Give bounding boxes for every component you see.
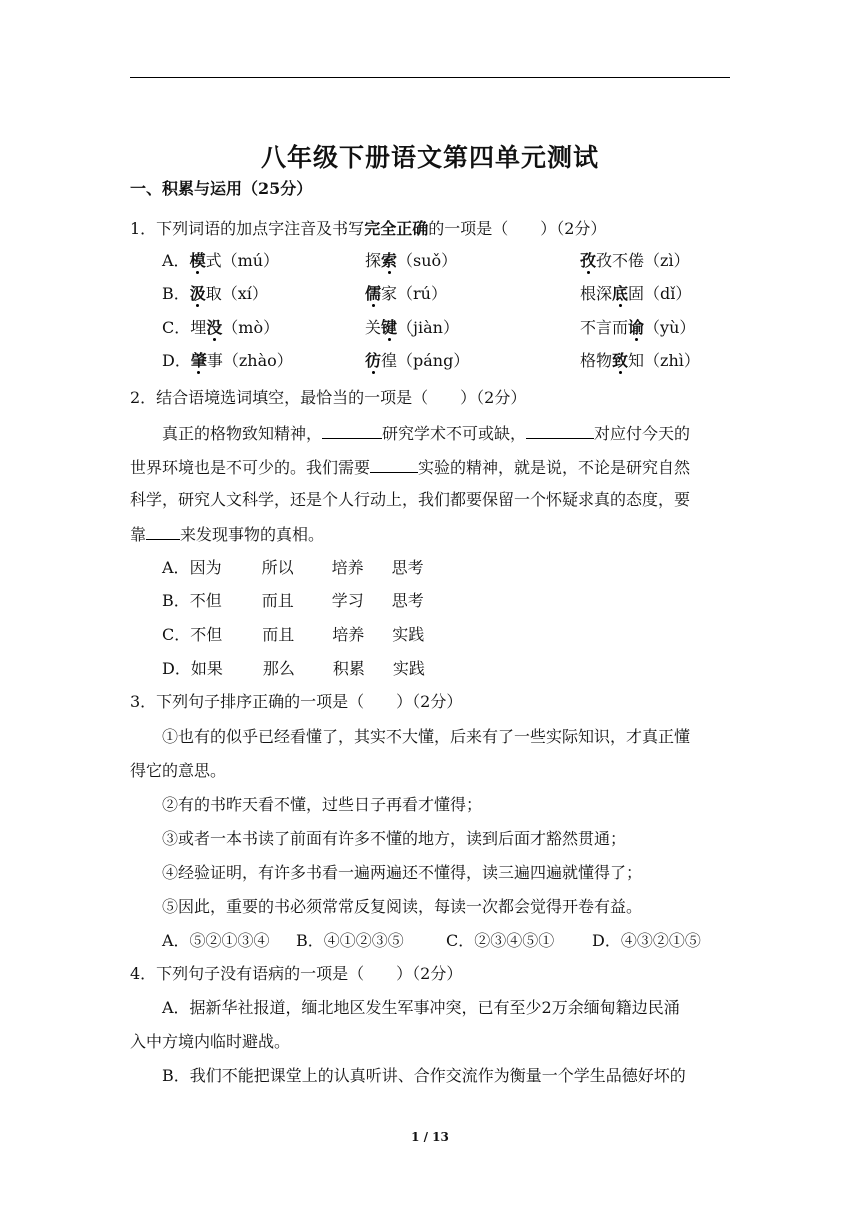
q2-option-c: C．不但 而且 培养 实践	[162, 625, 425, 644]
q2-passage-line-2: 世界环境也是不可少的。我们需要 实验的精神，就是说，不论是研究自然	[130, 458, 691, 477]
q2-passage-line-3: 科学，研究人文科学，还是个人行动上，我们都要保留一个怀疑求真的态度，要	[130, 490, 691, 509]
q3-sentence-1: ①也有的似乎已经看懂了，其实不大懂，后来有了一些实际知识，才真正懂	[162, 727, 691, 746]
question-3-stem: 3．下列句子排序正确的一项是（ ）（2分）	[130, 692, 463, 711]
q3-option-d: D．④③②①⑤	[592, 931, 701, 950]
q2-option-b: B．不但 而且 学习 思考	[162, 591, 424, 610]
q3-sentence-1-cont: 得它的意思。	[130, 761, 227, 780]
q1-option-d-2: 彷徨（páng）	[365, 351, 470, 370]
q4-option-a-cont: 入中方境内临时避战。	[130, 1032, 291, 1051]
q1-option-b-1: B．汲取（xí）	[162, 284, 268, 303]
q2-passage-line-4: 靠 来发现事物的真相。	[130, 525, 325, 544]
q1-option-c-2: 关键（jiàn）	[365, 318, 459, 337]
q3-sentence-5: ⑤因此，重要的书必须常常反复阅读，每读一次都会觉得开卷有益。	[162, 897, 643, 916]
q1-option-b-2: 儒家（rú）	[365, 284, 447, 303]
q1-option-b-3: 根深底固（dǐ）	[580, 284, 692, 303]
page-title: 八年级下册语文第四单元测试	[260, 143, 599, 172]
q3-sentence-4: ④经验证明，有许多书看一遍两遍还不懂得，读三遍四遍就懂得了；	[162, 863, 643, 882]
q2-passage-line-1: 真正的格物致知精神， 研究学术不可或缺， 对应付今天的	[162, 424, 691, 443]
q1-option-c-3: 不言而谕（yù）	[580, 318, 696, 337]
q1-option-a-3: 孜孜不倦（zì）	[580, 251, 690, 270]
q1-option-a-1: A．模式（mú）	[162, 251, 280, 270]
q1-option-a-2: 探索（suǒ）	[365, 251, 458, 270]
question-4-stem: 4．下列句子没有语病的一项是（ ）（2分）	[130, 964, 463, 983]
q4-option-a: A．据新华社报道，缅北地区发生军事冲突，已有至少2万余缅甸籍边民涌	[162, 998, 680, 1017]
q2-option-d: D．如果 那么 积累 实践	[162, 659, 425, 678]
q2-option-a: A．因为 所以 培养 思考	[162, 558, 424, 577]
q3-option-a: A．⑤②①③④	[162, 931, 270, 950]
page-number: 1 / 13	[411, 1130, 449, 1144]
q3-sentence-2: ②有的书昨天看不懂，过些日子再看才懂得；	[162, 795, 483, 814]
q4-option-b: B．我们不能把课堂上的认真听讲、合作交流作为衡量一个学生品德好坏的	[162, 1066, 686, 1085]
section-heading: 一、积累与运用（25分）	[130, 179, 313, 198]
question-2-stem: 2．结合语境选词填空，最恰当的一项是（ ）（2分）	[130, 388, 527, 407]
q3-option-b: B．④①②③⑤	[296, 931, 404, 950]
q1-option-c-1: C．埋没（mò）	[162, 318, 280, 337]
q3-sentence-3: ③或者一本书读了前面有许多不懂的地方，读到后面才豁然贯通；	[162, 829, 627, 848]
q3-option-c: C．②③④⑤①	[446, 931, 555, 950]
q1-option-d-1: D．肇事（zhào）	[162, 351, 293, 370]
q1-option-d-3: 格物致知（zhì）	[580, 351, 700, 370]
question-1-stem: 1．下列词语的加点字注音及书写完全正确的一项是（ ）（2分）	[130, 219, 607, 238]
header-rule	[130, 77, 730, 78]
